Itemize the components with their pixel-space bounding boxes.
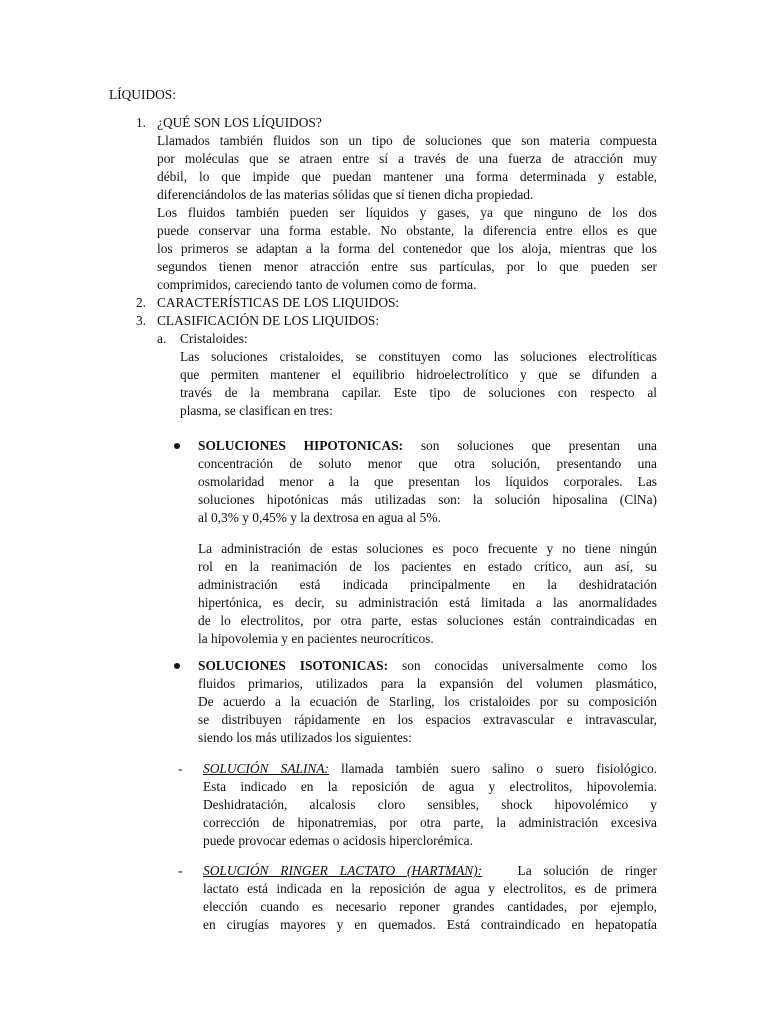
document-title: LÍQUIDOS: <box>109 87 176 102</box>
text-line <box>203 862 657 880</box>
text-line: por moléculas que se atraen entre sí a través de una fuerza de atracción muy <box>157 151 657 166</box>
text-line: que permiten mantener el equilibrio hidroelectrolítico y que se difunden a <box>180 367 657 382</box>
text-line: Las soluciones cristaloides, se constituyen como las soluciones electrolíticas <box>180 349 657 364</box>
text-line: Llamados también fluidos son un tipo de soluciones que son materia compuesta <box>157 133 657 148</box>
text-line: al 0,3% y 0,45% y la dextrosa en agua al 5%. <box>198 510 441 525</box>
text-line: Esta indicado en la reposición de agua y electrolitos, hipovolemia. <box>203 779 657 794</box>
text-line: comprimidos, careciendo tanto de volumen como de forma. <box>157 277 477 292</box>
dash-marker: - <box>178 761 183 776</box>
subsection-heading: Cristaloides: <box>180 331 248 346</box>
text-line: La administración de estas soluciones es poco frecuente y no tiene ningún <box>198 541 657 556</box>
text-line: fluidos primarios, utilizados para la expansión del volumen plasmático, <box>198 676 657 691</box>
text-line: administración está indicada principalmente en la deshidratación <box>198 577 657 592</box>
text-line: Deshidratación, alcalosis cloro sensibles, shock hipovolémico y <box>203 797 657 812</box>
text-line: De acuerdo a la ecuación de Starling, los cristaloides por su composición <box>198 694 657 709</box>
text-run: La solución de ringer <box>517 863 657 878</box>
bullet-hipotonicas-paragraph-2 <box>198 540 657 648</box>
text-line: la hipovolemia y en pacientes neurocríticos. <box>198 631 434 646</box>
text-line: lactato está indicada en la reposición de agua y electrolitos, es de primera <box>203 881 657 896</box>
section-1-paragraph-2 <box>157 204 657 294</box>
term-label: SOLUCIONES HIPOTONICAS: <box>198 438 404 453</box>
section-number: 2. <box>135 295 146 310</box>
subsection-a-paragraph <box>180 348 657 420</box>
text-line: plasma, se clasifican en tres: <box>180 403 333 418</box>
text-line: osmolaridad menor a la que presentan los líquidos corporales. Las <box>198 474 657 489</box>
bullet-icon <box>174 663 182 671</box>
section-heading: CARACTERÍSTICAS DE LOS LIQUIDOS: <box>157 295 400 310</box>
text-run: son conocidas universalmente como los <box>401 658 658 673</box>
text-line: de lo electrolitos, por otra parte, estas soluciones están contraindicadas en <box>198 613 657 628</box>
section-heading: ¿QUÉ SON LOS LÍQUIDOS? <box>157 115 322 130</box>
section-number: 3. <box>135 313 146 328</box>
text-line: corrección de hiponatremias, por otra parte, la administración excesiva <box>203 815 657 830</box>
subsection-letter: a. <box>157 331 167 346</box>
text-line: hipertónica, es decir, su administración está limitada a las anormalidades <box>198 595 657 610</box>
dash-marker: - <box>178 863 183 878</box>
term-label: SOLUCIÓN RINGER LACTATO (HARTMAN): <box>203 863 483 878</box>
text-line: diferenciándolos de las materias sólidas que sí tienen dicha propiedad. <box>157 187 534 202</box>
term-label: SOLUCIÓN SALINA: <box>203 761 329 776</box>
text-line: soluciones hipotónicas más utilizadas son: la solución hiposalina (ClNa) <box>198 492 657 507</box>
bullet-icon <box>174 443 182 451</box>
text-line <box>198 657 657 675</box>
section-heading: CLASIFICACIÓN DE LOS LIQUIDOS: <box>157 313 380 328</box>
text-line: rol en la reanimación de los pacientes en estado crítico, aun así, su <box>198 559 657 574</box>
text-line: puede provocar edemas o acidosis hiperclorémica. <box>203 833 473 848</box>
text-line: concentración de soluto menor que otra solución, presentando una <box>198 456 657 471</box>
text-line: en cirugías mayores y en quemados. Está contraindicado en hepatopatía <box>203 917 657 932</box>
text-line: elección cuando es necesario reponer grandes cantidades, por ejemplo, <box>203 899 657 914</box>
item-ringer-lactato <box>203 862 657 934</box>
text-line <box>203 760 657 778</box>
text-line: débil, lo que impide que puedan mantener una forma determinada y estable, <box>157 169 657 184</box>
text-line <box>198 437 657 455</box>
item-solucion-salina <box>203 760 657 850</box>
text-line: siendo los más utilizados los siguientes: <box>198 730 412 745</box>
bullet-hipotonicas <box>198 437 657 527</box>
text-run: llamada también suero salino o suero fisiológico. <box>341 761 657 776</box>
section-1-paragraph-1 <box>157 132 657 204</box>
bullet-isotonicas <box>198 657 657 747</box>
text-line: Los fluidos también pueden ser líquidos y gases, ya que ninguno de los dos <box>157 205 657 220</box>
text-line: se distribuyen rápidamente en los espacios extravascular e intravascular, <box>198 712 657 727</box>
text-line: los primeros se adaptan a la forma del contenedor que los aloja, mientras que los <box>157 241 657 256</box>
text-run: son soluciones que presentan una <box>420 438 658 453</box>
text-line: segundos tienen menor atracción entre sus partículas, por lo que pueden ser <box>157 259 657 274</box>
text-line: puede conservar una forma estable. No obstante, la diferencia entre ellos es que <box>157 223 657 238</box>
term-label: SOLUCIONES ISOTONICAS: <box>198 658 389 673</box>
section-number: 1. <box>135 115 146 130</box>
text-line: través de la membrana capilar. Este tipo de soluciones con respecto al <box>180 385 657 400</box>
